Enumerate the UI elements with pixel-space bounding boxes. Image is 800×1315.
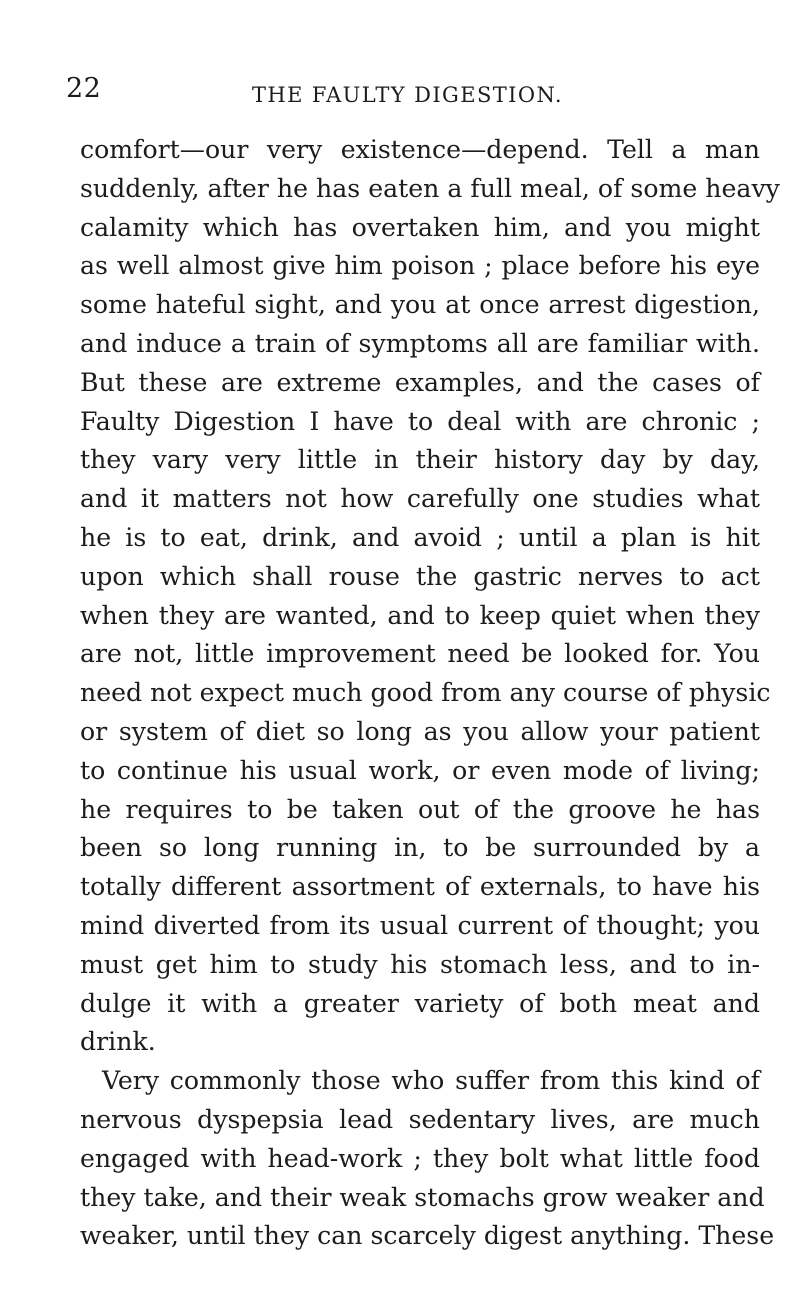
text-line: Very commonly those who suffer from this kind of — [102, 1066, 760, 1096]
text-line: some hateful sight, and you at once arrest digestion, — [80, 290, 760, 320]
text-line: when they are wanted, and to keep quiet when they — [80, 600, 760, 630]
text-line: must get him to study his stomach less, and to in- — [80, 949, 760, 979]
text-line: he is to eat, drink, and avoid ; until a plan is hit — [80, 522, 760, 552]
text-line: comfort—our very existence—depend. Tell a man — [80, 135, 760, 164]
text-line: as well almost give him poison ; place before his eye — [80, 251, 760, 281]
text-line: he requires to be taken out of the groove he has — [80, 794, 760, 824]
text-line: nervous dyspepsia lead sedentary lives, are much — [80, 1104, 760, 1134]
text-line: or system of diet so long as you allow your patient — [80, 716, 760, 746]
text-line: and it matters not how carefully one studies what — [80, 484, 760, 514]
body-text — [80, 131, 780, 1256]
text-line: engaged with head-work ; they bolt what little food — [80, 1143, 760, 1173]
text-line: drink. — [80, 1027, 156, 1057]
text-line: and induce a train of symptoms all are familiar with. — [80, 328, 760, 358]
running-head: THE FAULTY DIGESTION. — [252, 83, 563, 107]
text-line: been so long running in, to be surrounded by a — [80, 833, 760, 863]
text-line: they vary very little in their history day by day, — [80, 445, 760, 475]
text-line: to continue his usual work, or even mode of living; — [80, 755, 760, 785]
text-line: mind diverted from its usual current of thought; you — [80, 910, 760, 940]
text-line: weaker, until they can scarcely digest anything. These — [80, 1221, 775, 1251]
text-line: totally different assortment of externals, to have his — [80, 872, 760, 902]
text-line: But these are extreme examples, and the cases of — [80, 367, 760, 397]
text-line: Faulty Digestion I have to deal with are chronic ; — [80, 406, 760, 436]
text-line: dulge it with a greater variety of both meat and — [80, 988, 760, 1018]
page-number: 22 — [66, 73, 102, 104]
text-line: upon which shall rouse the gastric nerves to act — [80, 561, 760, 591]
text-line: suddenly, after he has eaten a full meal, of some heavy — [80, 173, 780, 203]
text-line: need not expect much good from any course of physic — [80, 678, 771, 708]
text-line: are not, little improvement need be looked for. You — [80, 639, 760, 669]
text-line: calamity which has overtaken him, and you might — [80, 212, 760, 242]
text-line: they take, and their weak stomachs grow weaker and — [80, 1182, 765, 1212]
